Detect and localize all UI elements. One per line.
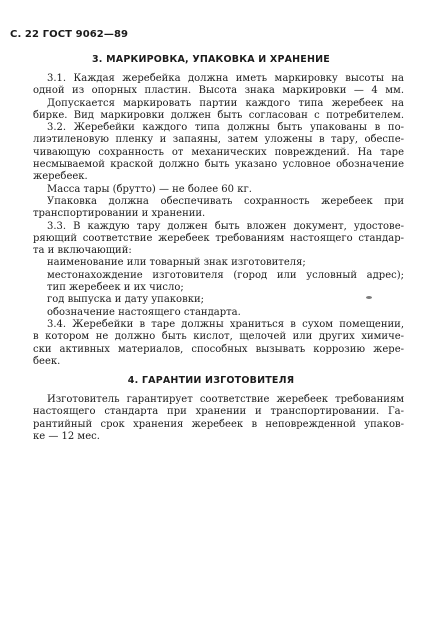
section-4-title: 4. ГАРАНТИИ ИЗГОТОВИТЕЛЯ: [127, 375, 295, 386]
text-line: 3.1. Каждая жеребейка должна иметь маркировку высоты на: [47, 73, 404, 84]
section-3-title: 3. МАРКИРОВКА, УПАКОВКА И ХРАНЕНИЕ: [92, 54, 330, 65]
text-line: настоящего стандарта при хранении и транспортировании. Га-: [33, 406, 404, 418]
section-3-body: [33, 73, 404, 368]
text-line: та и включающий:: [33, 245, 132, 257]
text-line: жеребеек.: [33, 171, 88, 183]
text-line: Изготовитель гарантирует соответствие жеребеек требованиям: [47, 394, 404, 405]
section-4-body: [33, 394, 404, 443]
text-line: ке — 12 мес.: [33, 430, 100, 442]
text-line: лиэтиленовую пленку и запаяны, затем уложены в тару, обеспе-: [33, 134, 404, 146]
text-line: 3.2. Жеребейки каждого типа должны быть упакованы в по-: [47, 122, 404, 134]
text-line: обозначение настоящего стандарта.: [47, 306, 241, 318]
page-header: С. 22 ГОСТ 9062—89: [10, 29, 129, 40]
text-line: одной из опорных пластин. Высота знака маркировки — 4 мм.: [33, 85, 404, 97]
text-line: Допускается маркировать партии каждого типа жеребеек на: [47, 97, 404, 109]
text-line: рантийный срок хранения жеребеек в неповрежденной упаков-: [33, 418, 404, 430]
text-line: бирке. Вид маркировки должен быть согласован с потребителем.: [33, 109, 404, 121]
text-line: транспортировании и хранении.: [33, 208, 206, 220]
text-line: Масса тары (брутто) — не более 60 кг.: [47, 183, 252, 195]
text-line: год выпуска и дату упаковки;: [47, 294, 204, 306]
text-line: местонахождение изготовителя (город или условный адрес);: [47, 269, 404, 281]
text-line: беек.: [33, 355, 61, 367]
text-line: ски активных материалов, способных вызывать коррозию жере-: [33, 343, 404, 355]
text-line: в котором не должно быть кислот, щелочей или других химиче-: [33, 331, 404, 343]
text-line: несмываемой краской должно быть указано условное обозначение: [33, 159, 404, 171]
text-line: 3.4. Жеребейки в таре должны храниться в сухом помещении,: [47, 318, 404, 330]
text-line: наименование или товарный знак изготовителя;: [47, 257, 306, 269]
text-line: чивающую сохранность от механических повреждений. На таре: [33, 146, 404, 158]
text-line: ряющий соответствие жеребеек требованиям настоящего стандар-: [33, 232, 404, 244]
ink-smudge: [366, 296, 372, 299]
text-line: 3.3. В каждую тару должен быть вложен документ, удостове-: [47, 220, 404, 232]
text-line: Упаковка должна обеспечивать сохранность жеребеек при: [47, 195, 404, 207]
text-line: тип жеребеек и их число;: [47, 282, 184, 294]
